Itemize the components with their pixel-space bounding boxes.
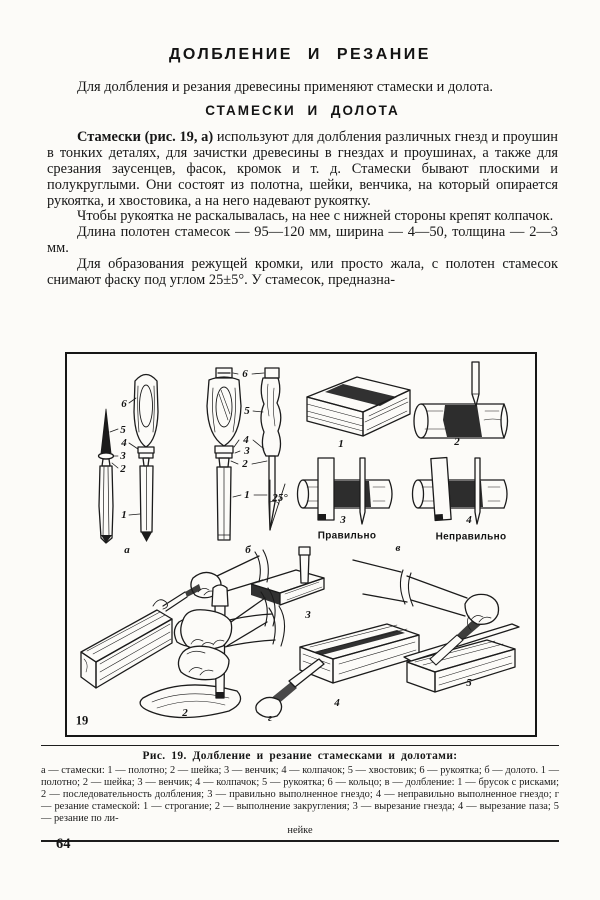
figure-label: 6 [121,398,127,410]
page-title: ДОЛБЛЕНИЕ И РЕЗАНИЕ [169,46,431,63]
figure-label: 3 [340,514,346,526]
figure-19 [65,352,537,737]
figure-label: 4 [121,437,127,449]
figure-label: 2 [242,458,248,470]
figure-label: 2 [182,707,188,719]
figure-label: 3 [120,450,126,462]
paragraph-stameski-lead: Стамески (рис. 19, а) [77,128,214,145]
figure-label: 4 [243,434,249,446]
figure-label: 2 [454,436,460,448]
figure-labels [67,354,534,734]
paragraph-intro: Для долбления и резания древесины применяют стамески и долота. [77,79,493,95]
caption-legend: а — стамески: 1 — полотно; 2 — шейка; 3 — венчик; 4 — колпачок; 5 — хвостовик; 6 — рукоятка; б — долото. 1 — полотно; 2 — шейка; 3 — венчик; 4 — колпачок; 5 — рукоятка; 6 — кольцо; в — долбление: 1 — брусок с рисками; 2 — последовательность долбления; 3 — правильно выполненное гнездо; 4 — неправильно выполненное гнездо; г — резание стамеской: 1 — строгание; 2 — выполнение закругления; 3 — вырезание гнезда; 4 — вырезание паза; 5 — резание по ли- [41,765,559,825]
caption-title: Рис. 19. Долбление и резание стамесками и долотами: [142,750,458,762]
figure-label: 1 [338,438,344,450]
paragraph-stameski-text: используют для долбления различных гнезд и проушин в тонких деталях, для зачистки древесины в гнездах и проушинах, а также для срезания заусенцев, фасок, кромок и т. д. Стамески бывают плоскими и полукруглыми. Они состоят из полотна, шейки, венчика, на который опирается рукоятка, и хвостовика, а на него надевают рукоятку. [47,128,558,209]
figure-label: Неправильно [435,531,507,543]
paragraph-stameski [47,130,558,210]
text-column [47,80,558,289]
section-title: СТАМЕСКИ И ДОЛОТА [205,102,400,118]
figure-label: 5 [120,424,126,436]
figure-label: 3 [305,609,311,621]
figure-label: 6 [242,368,248,380]
figure-label: 25° [272,492,288,504]
page-number: 64 [56,836,71,852]
figure-label: г [267,712,273,724]
figure-label: 19 [75,713,89,728]
paragraph-faska: Для образования режущей кромки, или просто жала, с полотен стамесок снимают фаску под углом 25±5°. У стамесок, предназна- [47,256,558,289]
figure-label: 5 [244,405,250,417]
figure-caption [41,745,559,842]
figure-label: 2 [120,463,126,475]
figure-label: 4 [466,514,472,526]
figure-label: б [245,544,251,556]
figure-label: в [395,542,401,554]
paragraph-dimensions: Длина полотен стамесок — 95—120 мм, ширина — 4—50, толщина — 2—3 мм. [47,224,558,257]
figure-label: 3 [244,445,250,457]
paragraph-kolpachok: Чтобы рукоятка не раскалывалась, на нее с нижней стороны крепят колпачок. [77,208,554,225]
figure-label: 5 [466,677,472,689]
figure-label: 1 [244,489,250,501]
caption-legend-tail: нейке [287,825,313,837]
figure-label: 1 [121,509,127,521]
figure-label: 4 [334,697,340,709]
figure-label: Правильно [317,530,377,542]
figure-label: а [124,544,130,556]
